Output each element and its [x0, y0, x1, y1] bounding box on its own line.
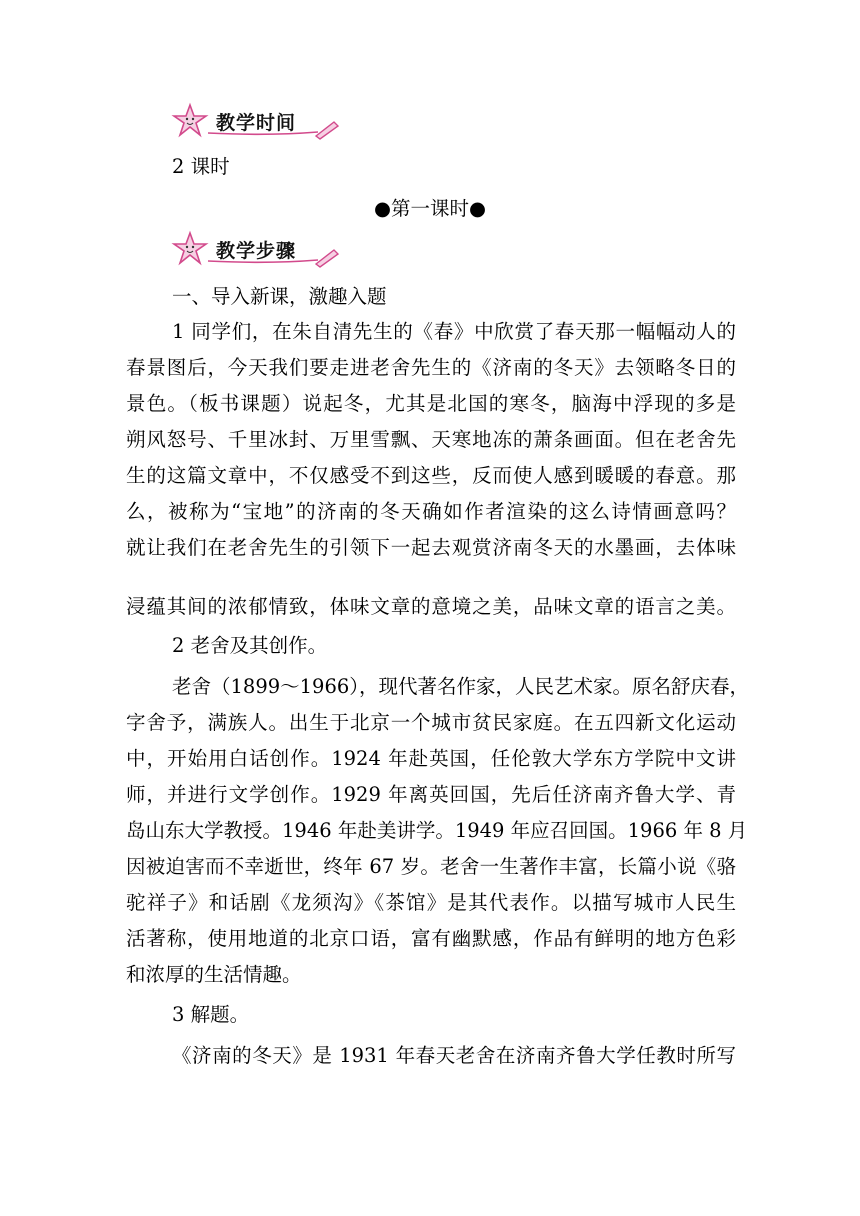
- text-line: 老舍（1899～1966），现代著名作家，人民艺术家。原名舒庆春，: [172, 675, 750, 698]
- text-line: 师，并进行文学创作。1929 年离英回国，先后任济南齐鲁大学、青: [126, 783, 736, 806]
- text-line: 驼祥子》和话剧《龙须沟》《茶馆》是其代表作。以描写城市人民生: [126, 891, 736, 914]
- text-line: 活著称，使用地道的北京口语，富有幽默感，作品有鲜明的地方色彩: [126, 927, 736, 950]
- heading-title: 教学步骤: [216, 240, 297, 262]
- text-line: 岛山东大学教授。1946 年赴美讲学。1949 年应召回国。1966 年 8 月: [126, 819, 748, 842]
- text-line: 《济南的冬天》是 1931 年春天老舍在济南齐鲁大学任教时所写: [172, 1044, 736, 1067]
- text-line: 3 解题。: [172, 1003, 250, 1026]
- text-line: 么，被称为“宝地”的济南的冬天确如作者渲染的这么诗情画意吗？: [126, 500, 736, 523]
- text-line: 春景图后，今天我们要走进老舍先生的《济南的冬天》去领略冬日的: [126, 356, 736, 379]
- text-line: 1 同学们，在朱自清先生的《春》中欣赏了春天那一幅幅动人的: [172, 320, 736, 343]
- text-line: 2 课时: [172, 155, 230, 178]
- text-line: 生的这篇文章中，不仅感受不到这些，反而使人感到暖暖的春意。那: [126, 464, 736, 487]
- text-line: 和浓厚的生活情趣。: [126, 963, 302, 986]
- text-line: 朔风怒号、千里冰封、万里雪飘、天寒地冻的萧条画面。但在老舍先: [126, 428, 736, 451]
- text-line: 中，开始用白话创作。1924 年赴英国，任伦敦大学东方学院中文讲: [126, 747, 736, 770]
- section-heading-teaching-steps: [168, 230, 343, 270]
- text-line: 就让我们在老舍先生的引领下一起去观赏济南冬天的水墨画，去体味: [126, 536, 736, 559]
- text-line: 字舍予，满族人。出生于北京一个城市贫民家庭。在五四新文化运动: [126, 711, 736, 734]
- heading-title: 教学时间: [216, 112, 297, 134]
- text-line: 浸蕴其间的浓郁情致，体味文章的意境之美，品味文章的语言之美。: [126, 595, 736, 618]
- text-line: 因被迫害而不幸逝世，终年 67 岁。老舍一生著作丰富，长篇小说《骆: [126, 855, 736, 878]
- lesson-title: ●第一课时●: [373, 197, 487, 220]
- text-line: 2 老舍及其创作。: [172, 634, 328, 657]
- text-line: 景色。（板书课题）说起冬，尤其是北国的寒冬，脑海中浮现的多是: [126, 392, 736, 415]
- section-heading-teaching-time: [168, 102, 343, 142]
- subheading: 一、导入新课，激趣入题: [172, 285, 387, 308]
